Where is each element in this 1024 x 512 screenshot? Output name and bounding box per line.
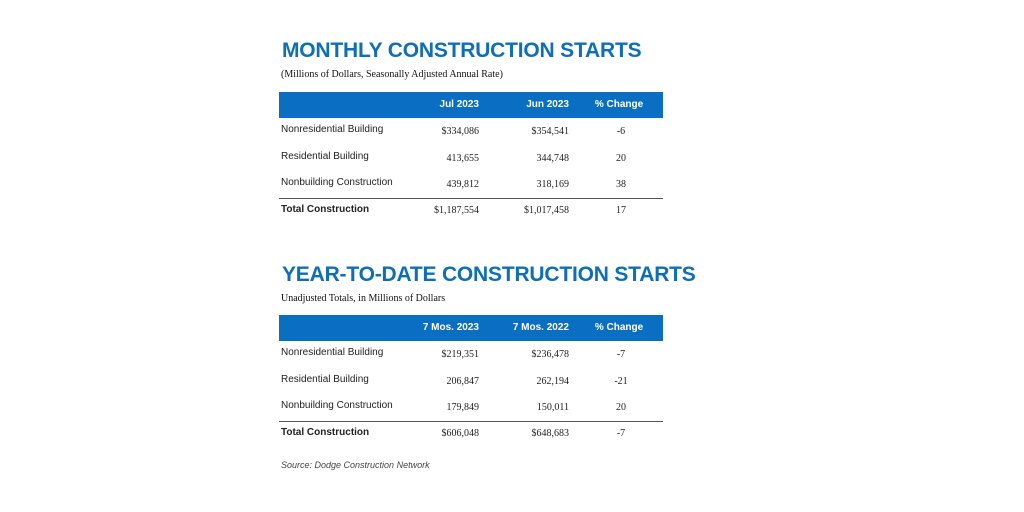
table-header	[279, 92, 663, 118]
row-label: Nonbuilding Construction	[281, 177, 393, 188]
column-header: Jul 2023	[439, 99, 479, 110]
cell-value: 206,847	[446, 375, 479, 387]
cell-value: 20	[616, 152, 626, 164]
cell-value: $219,351	[441, 349, 479, 360]
monthly-table	[279, 92, 663, 225]
row-label: Residential Building	[281, 150, 369, 162]
cell-value: 20	[616, 402, 626, 413]
table-header	[279, 315, 663, 341]
row-label: Nonbuilding Construction	[281, 400, 393, 411]
cell-value: $606,048	[441, 427, 479, 439]
table-row	[279, 341, 663, 368]
cell-value: -21	[614, 375, 628, 387]
row-label: Total Construction	[281, 426, 370, 438]
cell-value: 439,812	[446, 179, 479, 190]
table-row	[279, 118, 663, 145]
cell-value: $334,086	[441, 126, 479, 137]
column-header: % Change	[594, 322, 644, 333]
ytd-table	[279, 315, 663, 448]
cell-value: 413,655	[446, 152, 479, 164]
table-row	[279, 368, 663, 395]
monthly-section	[279, 38, 709, 216]
cell-value: -6	[616, 126, 626, 137]
cell-value: 262,194	[536, 375, 569, 387]
column-header: Jun 2023	[526, 99, 569, 110]
table-row	[279, 171, 663, 198]
column-header: 7 Mos. 2023	[422, 322, 479, 333]
cell-value: $648,683	[531, 427, 569, 439]
cell-value: 318,169	[536, 179, 569, 190]
table-row	[279, 394, 663, 421]
source-note: Source: Dodge Construction Network	[281, 460, 430, 470]
cell-value: 38	[616, 179, 626, 190]
cell-value: 17	[616, 204, 626, 216]
row-label: Residential Building	[281, 373, 369, 385]
monthly-subtitle: (Millions of Dollars, Seasonally Adjusted Annual Rate)	[281, 69, 503, 80]
ytd-title: YEAR-TO-DATE CONSTRUCTION STARTS	[282, 263, 696, 286]
cell-value: -7	[616, 349, 626, 360]
table-row	[279, 145, 663, 172]
monthly-title: MONTHLY CONSTRUCTION STARTS	[282, 39, 642, 62]
cell-value: $1,017,458	[524, 204, 569, 216]
row-label: Total Construction	[281, 203, 370, 215]
cell-value: -7	[616, 427, 626, 439]
ytd-section	[279, 262, 709, 439]
ytd-subtitle: Unadjusted Totals, in Millions of Dollars	[281, 293, 446, 304]
cell-value: $354,541	[531, 126, 569, 137]
cell-value: 179,849	[446, 402, 479, 413]
cell-value: $1,187,554	[434, 204, 479, 216]
total-row	[279, 421, 663, 449]
cell-value: 150,011	[536, 402, 569, 413]
cell-value: $236,478	[531, 349, 569, 360]
row-label: Nonresidential Building	[281, 124, 384, 135]
row-label: Nonresidential Building	[281, 347, 384, 358]
column-header: % Change	[594, 99, 644, 110]
total-row	[279, 198, 663, 226]
column-header: 7 Mos. 2022	[512, 322, 569, 333]
cell-value: 344,748	[536, 152, 569, 164]
